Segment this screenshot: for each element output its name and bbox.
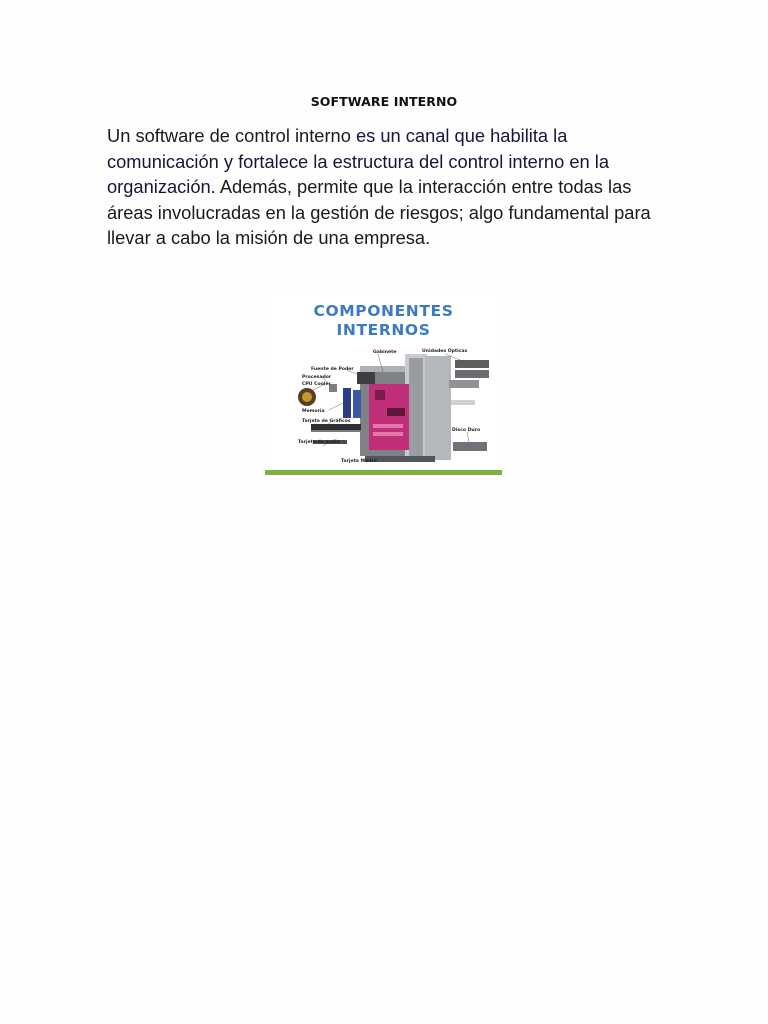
label-tarjeta-de-graficos: Tarjeta de Gráficos bbox=[302, 419, 351, 424]
paragraph-text-part1: Un software de control interno bbox=[107, 125, 356, 146]
label-cpu-cooler: CPU Cooler bbox=[302, 382, 331, 387]
document-title: SOFTWARE INTERNO bbox=[310, 94, 458, 109]
figure-heading-line1: COMPONENTES bbox=[313, 302, 454, 320]
label-procesador: Procesador bbox=[302, 375, 332, 380]
label-gabinete: Gabinete bbox=[373, 350, 397, 355]
document-paragraph bbox=[107, 123, 663, 251]
label-disco-duro: Disco Duro bbox=[452, 428, 481, 433]
figure-bottom-bar bbox=[265, 470, 502, 475]
label-unidades-opticas: Unidades Ópticas bbox=[422, 349, 468, 354]
components-figure bbox=[265, 296, 502, 475]
label-memoria: Memoria bbox=[302, 409, 325, 414]
label-tarjeta-de-audio: Tarjeta de audio bbox=[298, 440, 340, 445]
paragraph-text-part3: . Además, permite que la interacción entre todas las áreas involucradas en la gestión de riesgos; algo fundamental para llevar a cabo la misión de una empresa. bbox=[107, 176, 651, 248]
figure-heading bbox=[265, 302, 502, 340]
label-tarjeta-madre: Tarjeta Madre bbox=[341, 459, 377, 464]
figure-heading-line2: INTERNOS bbox=[336, 321, 431, 339]
label-fuente-de-poder: Fuente de Poder bbox=[311, 367, 354, 372]
paragraph-text-highlight: es un canal que habilita la comunicación y fortalece la estructura del control interno en la organización bbox=[107, 125, 609, 197]
